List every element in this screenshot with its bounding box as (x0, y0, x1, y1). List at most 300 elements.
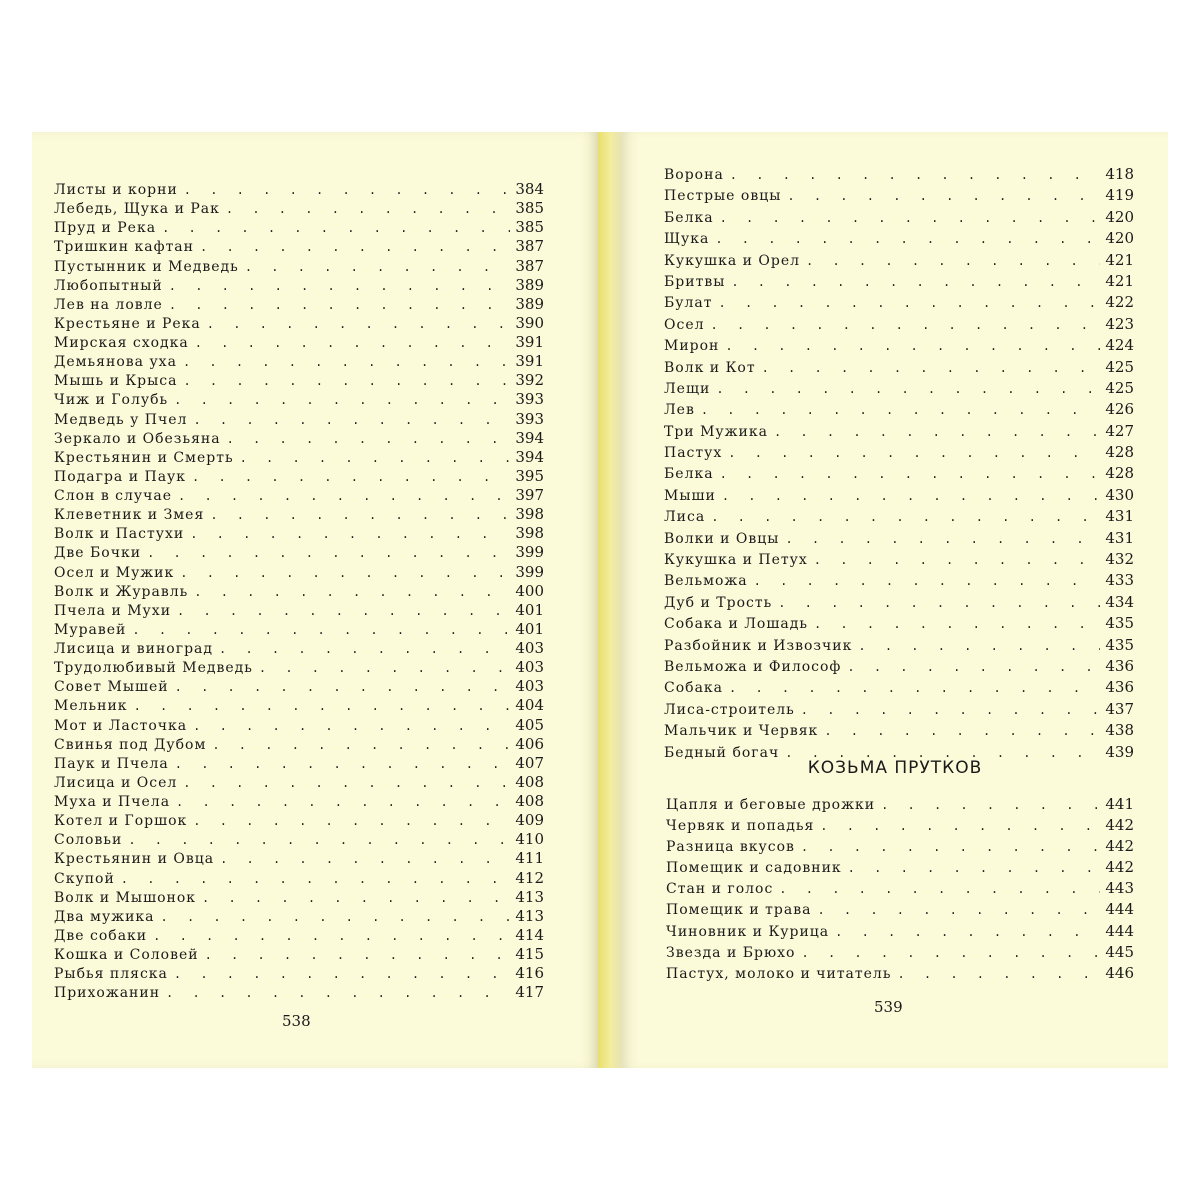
toc-entry-page: 401 (515, 600, 544, 619)
dot-leader (259, 659, 510, 678)
page-number-left: 538 (282, 1012, 311, 1030)
toc-entry-page: 427 (1105, 421, 1134, 440)
dot-leader (180, 564, 510, 583)
dot-leader (848, 858, 1100, 879)
toc-entry-title: Стан и голос (666, 881, 774, 898)
toc-entry (666, 942, 1134, 963)
toc-entry (664, 635, 1134, 656)
toc-entry-title: Муха и Пчела (54, 794, 171, 810)
toc-entry-page: 417 (515, 983, 544, 1002)
toc-entry-title: Два мужика (54, 908, 155, 925)
toc-entry (54, 524, 544, 543)
dot-leader (220, 850, 510, 869)
toc-entry-title: Крестьянин и Смерть (54, 449, 234, 466)
toc-entry-page: 437 (1105, 699, 1134, 718)
toc-entry (54, 907, 544, 926)
toc-entry-title: Совет Мышей (54, 679, 169, 696)
toc-entry (664, 399, 1134, 420)
toc-entry (664, 421, 1134, 442)
toc-entry-page: 398 (515, 505, 544, 524)
toc-entry-title: Котел и Горшок (54, 813, 188, 830)
toc-entry-page: 405 (515, 715, 544, 734)
toc-list-right (664, 164, 1134, 763)
dot-leader (212, 736, 510, 755)
toc-entry-page: 399 (515, 562, 544, 581)
toc-entry-page: 399 (515, 543, 544, 562)
toc-entry-page: 421 (1105, 250, 1134, 269)
toc-entry-page: 393 (515, 390, 544, 409)
dot-leader (897, 964, 1100, 985)
toc-entry-page: 403 (515, 639, 544, 657)
toc-entry (664, 485, 1134, 506)
dot-leader (824, 721, 1100, 742)
toc-entry (664, 442, 1134, 463)
dot-leader (881, 795, 1100, 816)
dot-leader (730, 165, 1100, 186)
dot-leader (820, 816, 1100, 837)
toc-entry-title: Мышь и Крыса (54, 373, 178, 390)
toc-entry-page: 420 (1105, 207, 1134, 226)
dot-leader (801, 700, 1100, 721)
toc-entry-page: 401 (515, 619, 544, 638)
toc-entry (664, 378, 1134, 399)
toc-entry (664, 699, 1134, 720)
dot-leader (711, 507, 1100, 528)
toc-entry-page: 389 (515, 294, 544, 313)
toc-entry-title: Демьянова уха (54, 354, 177, 371)
toc-entry-title: Осел и Мужик (54, 564, 175, 581)
toc-entry-title: Собака и Лошадь (664, 616, 808, 633)
dot-leader (175, 678, 510, 697)
toc-entry (54, 849, 544, 868)
toc-entry (666, 857, 1134, 878)
toc-entry-page: 439 (1105, 742, 1134, 761)
toc-entry-title: Пустынник и Медведь (54, 258, 239, 275)
dot-leader (174, 391, 510, 410)
toc-entry-title: Мельник (54, 698, 128, 715)
dot-leader (729, 678, 1100, 699)
toc-entry-title: Пестрые овцы (664, 188, 782, 205)
toc-entry-page: 408 (515, 792, 544, 810)
toc-entry-title: Пастух (664, 445, 723, 462)
toc-entry (54, 830, 544, 849)
toc-entry-title: Мот и Ласточка (54, 717, 188, 734)
toc-entry (54, 716, 544, 735)
toc-entry-page: 435 (1105, 635, 1134, 654)
toc-entry-page: 432 (1105, 550, 1134, 569)
toc-entry (666, 899, 1134, 920)
toc-entry (664, 335, 1134, 356)
dot-leader (205, 946, 510, 965)
toc-entry (54, 257, 544, 276)
dot-leader (801, 837, 1100, 858)
toc-entry-page: 422 (1105, 293, 1134, 312)
toc-entry-title: Чиж и Голубь (54, 392, 169, 409)
toc-entry-title: Крестьянин и Овца (54, 851, 215, 868)
dot-leader (728, 443, 1100, 464)
dot-leader (219, 640, 510, 659)
toc-entry-title: Щука (664, 231, 710, 248)
dot-leader (210, 506, 510, 525)
toc-entry-page: 415 (515, 945, 544, 963)
toc-entry-page: 411 (515, 849, 544, 868)
toc-entry-title: Лев на ловле (54, 296, 163, 313)
toc-entry-title: Цапля и беговые дрожки (666, 797, 876, 813)
dot-leader (193, 717, 510, 736)
toc-entry-title: Скупой (54, 870, 115, 887)
toc-entry (54, 237, 544, 256)
toc-entry-title: Осел (664, 316, 705, 333)
dot-leader (200, 238, 510, 257)
toc-entry (54, 735, 544, 754)
toc-entry (664, 720, 1134, 741)
toc-entry (54, 601, 544, 620)
dot-leader (722, 486, 1100, 507)
toc-entry (664, 677, 1134, 698)
toc-entry (54, 639, 544, 658)
toc-entry-page: 433 (1105, 571, 1134, 590)
dot-leader (835, 922, 1100, 943)
dot-leader (183, 372, 510, 391)
toc-entry-title: Чиновник и Курица (666, 923, 830, 940)
toc-entry (664, 549, 1134, 570)
dot-leader (177, 602, 510, 621)
toc-entry-title: Лисица и Осел (54, 774, 178, 791)
toc-entry-title: Слон в случае (54, 488, 173, 504)
toc-entry (54, 314, 544, 333)
toc-entry-page: 403 (515, 658, 544, 677)
toc-entry (54, 869, 544, 888)
toc-entry (54, 620, 544, 639)
toc-entry-page: 395 (515, 466, 544, 485)
dot-leader (121, 870, 510, 889)
dot-leader (245, 258, 510, 277)
toc-entry (54, 371, 544, 390)
dot-leader (762, 358, 1100, 379)
toc-entry-title: Вельможа (664, 573, 748, 590)
toc-entry-title: Свинья под Дубом (54, 736, 207, 753)
toc-entry (664, 592, 1134, 613)
toc-entry (664, 570, 1134, 591)
dot-leader (175, 755, 510, 774)
toc-entry-title: Вельможа и Философ (664, 658, 842, 675)
toc-entry-title: Дуб и Трость (664, 594, 773, 611)
toc-entry-title: Лев (664, 402, 695, 419)
toc-entry-page: 442 (1105, 858, 1134, 877)
toc-entry-title: Лиса (664, 509, 706, 526)
toc-entry (54, 754, 544, 773)
toc-entry-page: 394 (515, 447, 544, 466)
dot-leader (184, 181, 510, 200)
toc-entry-title: Мирская сходка (54, 335, 189, 351)
dot-leader (169, 296, 510, 315)
toc-entry (664, 185, 1134, 206)
toc-entry (666, 963, 1134, 984)
toc-entry-page: 407 (515, 753, 544, 772)
toc-entry (54, 505, 544, 524)
toc-entry-page: 443 (1105, 879, 1134, 898)
toc-entry-page: 394 (515, 428, 544, 447)
toc-entry-page: 403 (515, 677, 544, 696)
dot-leader (787, 186, 1100, 207)
toc-entry-page: 418 (1105, 165, 1134, 183)
toc-entry (666, 878, 1134, 899)
toc-entry (54, 333, 544, 352)
toc-entry (54, 218, 544, 237)
toc-entry-title: Кошка и Соловей (54, 947, 199, 963)
toc-entry (54, 773, 544, 792)
toc-entry-page: 425 (1105, 378, 1134, 397)
toc-entry-page: 392 (515, 371, 544, 390)
toc-entry (664, 292, 1134, 313)
toc-entry-page: 408 (515, 772, 544, 791)
toc-entry (666, 794, 1134, 815)
toc-entry (664, 613, 1134, 634)
toc-entry-page: 442 (1105, 837, 1134, 856)
toc-entry-page: 390 (515, 313, 544, 332)
toc-entry-title: Две Бочки (54, 545, 142, 562)
toc-entry (664, 463, 1134, 484)
dot-leader (226, 200, 510, 219)
dot-leader (731, 272, 1100, 293)
toc-entry-title: Кукушка и Петух (664, 552, 808, 569)
toc-entry-title: Булат (664, 295, 713, 312)
toc-entry-title: Мыши (664, 487, 716, 504)
toc-entry-title: Мальчик и Червяк (664, 723, 819, 740)
toc-entry-page: 423 (1105, 314, 1134, 333)
toc-entry-page: 421 (1105, 271, 1134, 290)
toc-entry (664, 271, 1134, 292)
toc-entry-title: Волк и Журавль (54, 583, 189, 600)
toc-entry-page: 385 (515, 199, 544, 218)
toc-entry-page: 391 (515, 333, 544, 351)
toc-entry-page: 410 (515, 830, 544, 849)
dot-leader (162, 219, 510, 238)
left-page (32, 132, 598, 1068)
toc-entry (54, 926, 544, 945)
toc-entry-title: Волк и Пастухи (54, 526, 185, 543)
toc-entry-page: 442 (1105, 816, 1134, 835)
toc-entry (54, 352, 544, 371)
dot-leader (774, 422, 1100, 443)
toc-entry-page: 387 (515, 237, 544, 256)
dot-leader (178, 487, 510, 506)
toc-entry (54, 180, 544, 199)
toc-entry-title: Волк и Мышонок (54, 889, 197, 906)
toc-entry (54, 888, 544, 907)
toc-entry-title: Белка (664, 209, 714, 226)
dot-leader (719, 293, 1100, 314)
toc-entry-title: Медведь у Пчел (54, 411, 188, 428)
dot-leader (169, 277, 510, 296)
toc-entry-page: 431 (1105, 507, 1134, 526)
toc-entry-page: 434 (1105, 592, 1134, 611)
dot-leader (802, 943, 1101, 964)
toc-entry (54, 658, 544, 677)
toc-entry (54, 390, 544, 409)
dot-leader (785, 529, 1100, 550)
dot-leader (711, 315, 1101, 336)
dot-leader (128, 831, 510, 850)
toc-entry-page: 426 (1105, 400, 1134, 419)
dot-leader (847, 657, 1100, 678)
toc-entry (664, 250, 1134, 271)
toc-entry (664, 357, 1134, 378)
toc-entry-title: Подагра и Паук (54, 468, 187, 485)
toc-entry-title: Клеветник и Змея (54, 507, 205, 524)
dot-leader (195, 334, 510, 353)
toc-entry-page: 406 (515, 734, 544, 753)
toc-entry (664, 506, 1134, 527)
toc-entry-page: 387 (515, 256, 544, 275)
toc-entry (664, 228, 1134, 249)
dot-leader (806, 251, 1100, 272)
dot-leader (193, 411, 510, 430)
toc-entry-title: Мирон (664, 338, 720, 355)
toc-entry-title: Пастух, молоко и читатель (666, 965, 892, 982)
right-page (622, 132, 1168, 1068)
toc-entry-page: 412 (515, 868, 544, 887)
dot-leader (176, 793, 510, 812)
dot-leader (183, 353, 510, 372)
dot-leader (192, 468, 510, 487)
toc-entry-page: 398 (515, 524, 544, 543)
toc-entry-title: Бедный богач (664, 744, 780, 761)
toc-entry-page: 413 (515, 906, 544, 925)
toc-entry (54, 467, 544, 486)
dot-leader (754, 571, 1100, 592)
toc-list-left (54, 180, 544, 1002)
toc-entry-page: 393 (515, 409, 544, 428)
toc-entry-title: Червяк и попадья (666, 818, 815, 835)
dot-leader (814, 550, 1100, 571)
dot-leader (190, 525, 510, 544)
toc-entry-title: Ворона (664, 167, 724, 183)
toc-entry-title: Пчела и Мухи (54, 602, 172, 619)
toc-entry-title: Любопытный (54, 277, 163, 294)
toc-entry-page: 389 (515, 275, 544, 294)
toc-entry-title: Помещик и трава (666, 902, 812, 919)
toc-entry (54, 983, 544, 1002)
dot-leader (166, 984, 510, 1003)
toc-entry (54, 964, 544, 983)
toc-entry-title: Паук и Пчела (54, 755, 169, 772)
toc-entry-page: 428 (1105, 464, 1134, 483)
dot-leader (817, 900, 1100, 921)
toc-entry-page: 404 (515, 696, 544, 715)
toc-entry-title: Собака (664, 680, 724, 697)
toc-entry (664, 528, 1134, 549)
toc-entry-title: Кукушка и Орел (664, 252, 801, 269)
toc-entry-page: 435 (1105, 614, 1134, 633)
toc-entry-title: Лиса-строитель (664, 701, 795, 718)
toc-entry (54, 563, 544, 582)
dot-leader (701, 400, 1100, 421)
toc-entry-page: 444 (1105, 921, 1134, 940)
toc-entry-title: Трудолюбивый Медведь (54, 660, 253, 677)
dot-leader (778, 593, 1100, 614)
toc-entry-page: 425 (1105, 357, 1134, 376)
toc-entry-title: Две собаки (54, 927, 148, 944)
toc-entry-title: Муравей (54, 621, 127, 638)
toc-entry-page: 413 (515, 887, 544, 906)
toc-entry-title: Три Мужика (664, 423, 768, 440)
toc-entry (54, 945, 544, 964)
dot-leader (207, 315, 510, 334)
toc-entry-page: 416 (515, 964, 544, 983)
toc-entry (664, 207, 1134, 228)
toc-entry-title: Разница вкусов (666, 839, 795, 856)
toc-entry (54, 199, 544, 218)
toc-list-prutkov (666, 794, 1134, 984)
toc-entry-page: 436 (1105, 656, 1134, 675)
dot-leader (174, 965, 510, 984)
dot-leader (134, 697, 510, 716)
toc-entry-title: Тришкин кафтан (54, 239, 194, 256)
toc-entry-page: 428 (1105, 443, 1134, 462)
toc-entry-title: Прихожанин (54, 985, 161, 1002)
toc-entry-page: 430 (1105, 485, 1134, 504)
dot-leader (153, 927, 510, 946)
toc-entry-page: 424 (1105, 336, 1134, 355)
toc-entry-page: 414 (515, 925, 544, 944)
toc-entry-page: 436 (1105, 678, 1134, 697)
toc-entry (666, 836, 1134, 857)
dot-leader (715, 229, 1100, 250)
toc-entry (54, 295, 544, 314)
toc-entry (54, 792, 544, 811)
toc-entry-title: Пруд и Река (54, 220, 157, 237)
toc-entry-page: 441 (1105, 795, 1134, 813)
toc-entry-title: Волк и Кот (664, 359, 756, 376)
dot-leader (725, 336, 1100, 357)
dot-leader (720, 208, 1100, 229)
toc-entry-title: Белка (664, 466, 714, 483)
toc-entry-title: Бритвы (664, 273, 726, 290)
toc-entry-page: 419 (1105, 186, 1134, 205)
toc-entry-page: 438 (1105, 721, 1134, 740)
toc-entry-title: Звезда и Брюхо (666, 944, 796, 961)
toc-entry-page: 391 (515, 352, 544, 371)
toc-entry-page: 420 (1105, 229, 1134, 248)
dot-leader (147, 544, 510, 563)
dot-leader (858, 636, 1100, 657)
toc-entry-title: Помещик и садовник (666, 860, 842, 877)
toc-entry-title: Лещи (664, 380, 711, 397)
toc-entry (54, 429, 544, 448)
dot-leader (161, 908, 511, 927)
toc-entry (54, 696, 544, 715)
toc-entry (666, 921, 1134, 942)
toc-entry-page: 409 (515, 811, 544, 830)
dot-leader (202, 889, 510, 908)
toc-entry (54, 582, 544, 601)
toc-entry-title: Зеркало и Обезьяна (54, 430, 221, 447)
dot-leader (193, 812, 510, 831)
toc-entry (54, 410, 544, 429)
book-spread (32, 132, 1168, 1068)
toc-entry-title: Лисица и виноград (54, 641, 214, 657)
dot-leader (227, 430, 510, 449)
book-gutter (598, 132, 622, 1068)
toc-entry-page: 446 (1105, 963, 1134, 982)
dot-leader (194, 583, 510, 602)
dot-leader (240, 449, 510, 468)
dot-leader (183, 774, 510, 793)
toc-entry-page: 385 (515, 218, 544, 237)
toc-entry-title: Листы и корни (54, 182, 178, 198)
toc-entry (664, 314, 1134, 335)
